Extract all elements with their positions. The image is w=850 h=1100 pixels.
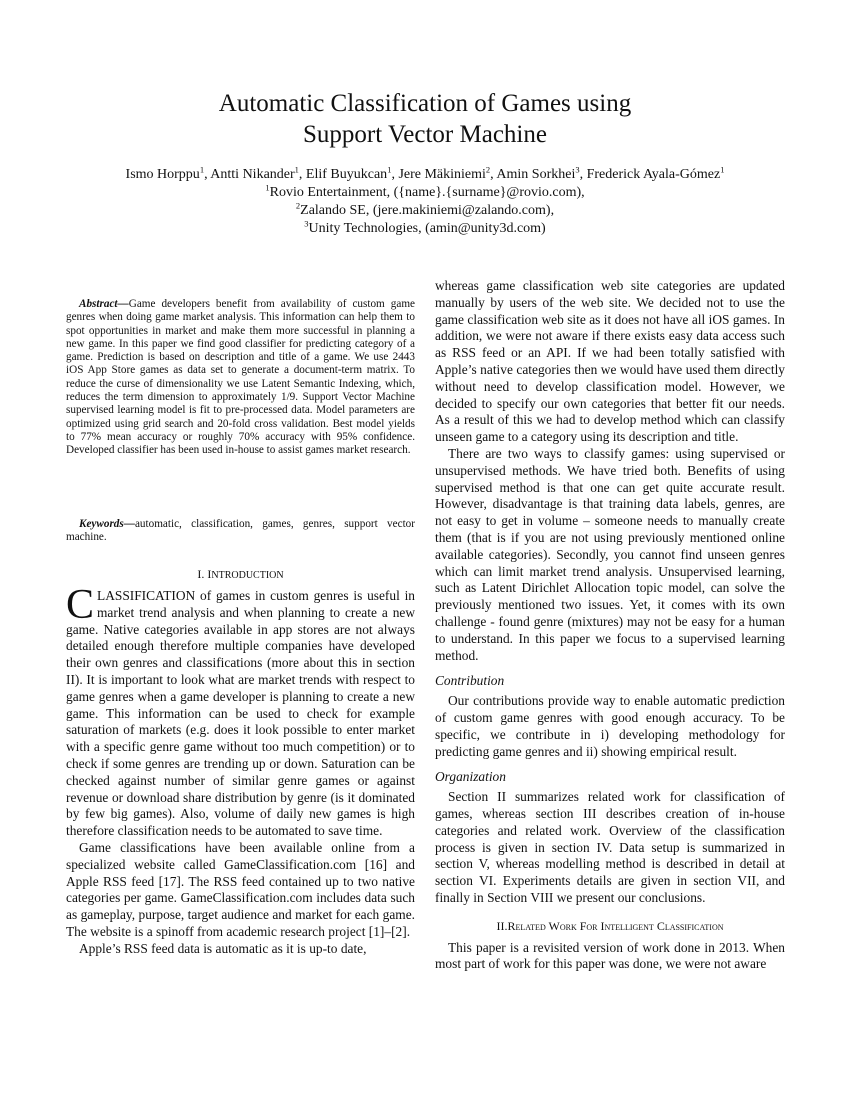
author-name: , Amin Sorkhei [490, 167, 576, 182]
section-heading-first-letter: I [207, 567, 212, 581]
author-name: , Frederick Ayala-Gómez [579, 167, 721, 182]
title-line-1: Automatic Classification of Games using [218, 90, 632, 117]
section-heading-rest: NTRODUCTION [211, 570, 284, 581]
affiliation-marker: 1 [720, 164, 725, 175]
abstract [66, 298, 415, 458]
affiliation-marker: 3 [575, 164, 580, 175]
abstract-paragraph [66, 298, 415, 458]
keywords-paragraph [66, 518, 415, 545]
keywords-text: automatic, classification, games, genres, support vector machine. [66, 518, 415, 544]
paper-title [0, 88, 850, 150]
left-column-body [66, 582, 415, 958]
author-name: Ismo Horppu [125, 167, 200, 182]
affiliation-marker: 1 [387, 164, 392, 175]
keywords [66, 518, 415, 545]
affiliation-3 [0, 220, 850, 238]
affiliation-marker: 1 [265, 182, 270, 193]
section-heading-introduction [66, 567, 415, 583]
affiliation-1 [0, 184, 850, 202]
author-name: , Antti Nikander [204, 167, 295, 182]
organization-paragraph: Section II summarizes related work for classification of games, whereas section III describes creation of in-house categories and related work. Overview of the classification process is given in section IV. Data setup is summarized in section V, whereas modelling method is described in detail at section VI. Experiments details are given in section VII, and finally in Section VIII we present our conclusions. [435, 789, 785, 905]
author-name: , Jere Mäkiniemi [391, 167, 486, 182]
intro-paragraph-2: Game classifications have been available online from a specialized website called GameClassification.com [16] and Apple RSS feed [17]. The RSS feed contained up to two native categories per game. GameClassification.com includes data such as gameplay, purpose, target audience and market for each game. The website is a spinoff from academic research project [1]–[2]. [66, 839, 415, 939]
intro-paragraph-1 [66, 582, 415, 840]
subsection-heading-contribution: Contribution [435, 673, 505, 689]
right-paragraph-2: There are two ways to classify games: using supervised or unsupervised methods. We have tried both. Benefits of using supervised method is that one can get quite accurate result. However, disadvantage is that training data labels, genres, are not easy to get in volume – someone needs to manually create them (that is if you are not using previously mentioned online available categories). Secondly, you cannot find unseen genres which can limit market trend analysis. Unsupervised learning, such as Latent Dirichlet Allocation topic model, can solve the previously mentioned two issues. Yet, it comes with its own challenge - found genre (mixtures) may not be easy for a human to understand. In this paper we focus to a supervised learning method. [435, 445, 785, 663]
affiliation-2 [0, 202, 850, 220]
paragraph-text: LASSIFICATION of games in custom genres is useful in market trend analysis and when planning to create a new game. Native categories available in app stores are not always detailed enough therefore multiple companies have developed their own genres and classifications (more about this in section II). It is important to look what are market trends with respect to game genres when a game developer is planning to create a new game. This information can be used to check for example saturation of markets (e.g. does it look possible to enter market with a specific genre game without too much competition) or to check if some genres are trending up or down. Saturation can be checked against number of similar genre games or against revenue or download share distribution by genre (is it dominated by few big games). Also, volume of daily new games is high therefore classification needs to be automated to save time. [66, 588, 415, 839]
author-name: , Elif Buyukcan [298, 167, 388, 182]
affiliation-marker: 3 [304, 218, 309, 229]
right-paragraph-1: whereas game classification web site categories are updated manually by users of the web site. We decided not to use the game classification web site as it does not have all iOS games. In addition, we were not aware if there exists easy data access such as RSS feed or an API. If we had been totally satisfied with Apple’s native categories then we would have used them directly without need to develop classification model. However, we decided to specify our own categories that better fit our needs. As a result of this we had to develop method which can classify unseen game to a category using its description and title. [435, 278, 785, 445]
author-block [0, 166, 850, 238]
author-list [0, 166, 850, 184]
affiliation-text: Rovio Entertainment, ({name}.{surname}@rovio.com), [269, 185, 585, 200]
intro-paragraph-3: Apple’s RSS feed data is automatic as it is up-to date, [79, 940, 367, 956]
related-work-paragraph: This paper is a revisited version of work done in 2013. When most part of work for this paper was done, we were not aware [435, 939, 785, 972]
affiliation-marker: 2 [295, 200, 301, 211]
section-heading-related-work [435, 919, 785, 933]
section-heading-title: Related Work For Intelligent Classification [507, 918, 724, 933]
affiliation-text: Zalando SE, (jere.makiniemi@zalando.com), [300, 203, 555, 218]
keywords-lead: Keywords— [79, 518, 135, 530]
affiliation-text: Unity Technologies, (amin@unity3d.com) [308, 221, 546, 236]
drop-cap: C [66, 582, 95, 628]
abstract-text: Game developers benefit from availability of custom game genres when doing game market analysis. This information can help them to spot opportunities in market and make them more successful in planning a new game. In this paper we find good classifier for predicting category of a game. Prediction is based on description and title of a game. We use 2443 iOS App Store games as data set to generate a document-term matrix. To reduce the curse of dimensionality we use Latent Semantic Indexing, which, reduces the term dimension to approximately 1/9. Support Vector Machine supervised learning model is fit to pre-processed data. Model parameters are optimized using grid search and 20-fold cross validation. Best model yields to 77% mean accuracy or roughly 70% accuracy with 95% confidence. Developed classifier has been used in-house to assist games market research. [66, 298, 415, 457]
subsection-heading-organization: Organization [435, 769, 506, 785]
abstract-lead: Abstract— [79, 298, 129, 310]
section-numeral: II. [496, 918, 508, 933]
section-numeral: I. [197, 567, 208, 581]
affiliation-marker: 1 [199, 164, 205, 175]
title-line-2: Support Vector Machine [303, 121, 547, 148]
affiliation-marker: 1 [294, 164, 299, 175]
contribution-paragraph: Our contributions provide way to enable automatic prediction of custom game genres with good enough accuracy. To be specific, we contribute in i) developing methodology for predicting game genres and ii) showing empirical result. [435, 693, 785, 759]
affiliation-marker: 2 [485, 164, 491, 175]
right-column-body [435, 278, 785, 973]
